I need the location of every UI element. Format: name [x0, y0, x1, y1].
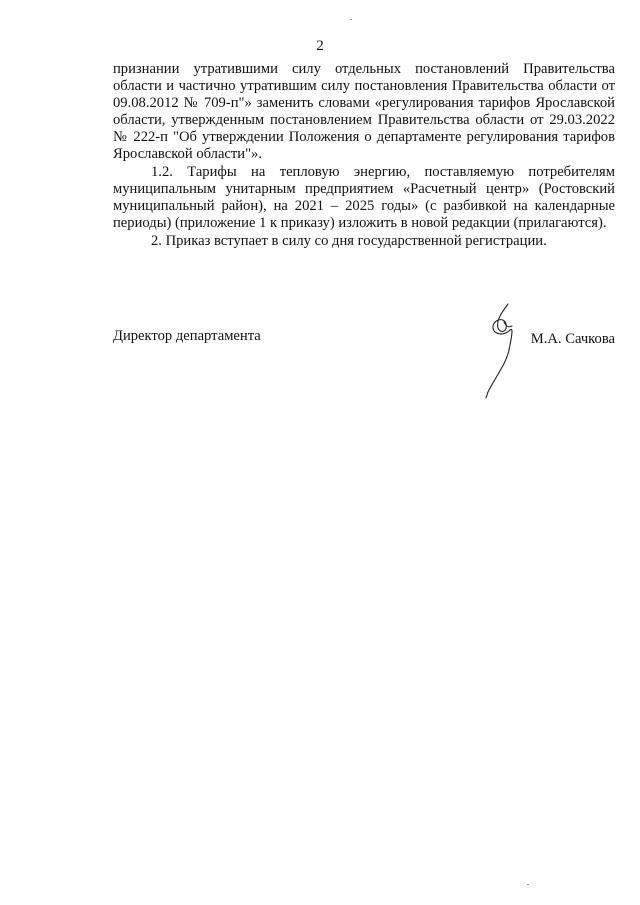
handwritten-signature-icon — [478, 302, 538, 402]
signature-block — [113, 328, 615, 408]
paragraph-tariffs: 1.2. Тарифы на тепловую энергию, поставляемую потребителям муниципальным унитарным предприятием «Расчетный центр» (Ростовский муниципальный район), на 2021 – 2025 годы» (с разбивкой на календарные периоды) (приложение 1 к приказу) изложить в новой редакции (прилагаются). — [113, 164, 615, 231]
scan-speck — [527, 884, 529, 885]
paragraph-effective-date: 2. Приказ вступает в силу со дня государственной регистрации. — [151, 233, 547, 249]
signer-title: Директор департамента — [113, 328, 261, 344]
paragraph-continuation: признании утратившими силу отдельных постановлений Правительства области и частично утратившим силу постановления Правительства области от 09.08.2012 № 709-п"» заменить словами «регулирования тарифов Ярославской области, утвержденным постановлением Правительства области от 29.03.2022 № 222-п "Об утверждении Положения о департаменте регулирования тарифов Ярославской области"». — [113, 61, 615, 162]
signer-name: М.А. Сачкова — [530, 331, 615, 347]
page-number: 2 — [316, 38, 324, 54]
scan-speck — [350, 19, 352, 20]
document-body — [113, 61, 615, 250]
